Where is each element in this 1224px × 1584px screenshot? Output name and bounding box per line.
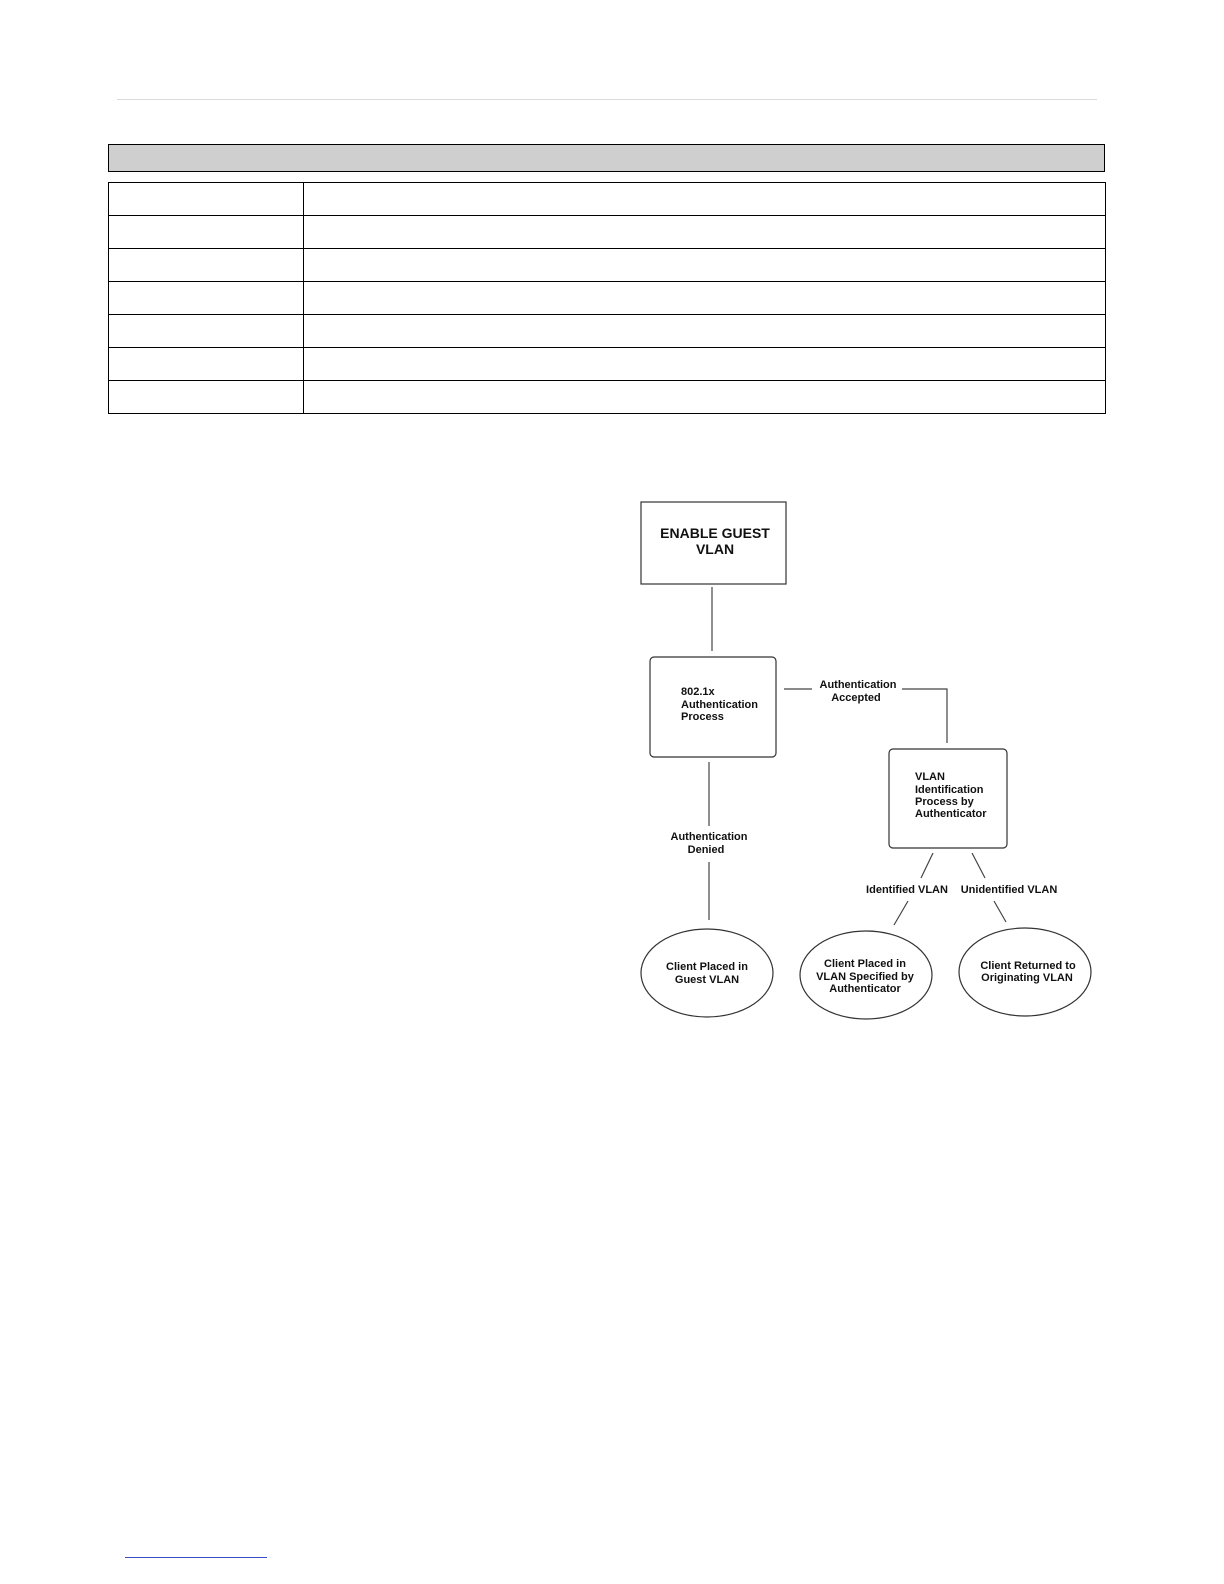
- connector-unidentified-bottom: [994, 901, 1006, 922]
- connector-unidentified-top: [972, 853, 985, 878]
- client-returned-vlan-line-1: Client Returned to: [980, 960, 1076, 972]
- unidentified-vlan-label: Unidentified VLAN: [960, 884, 1058, 896]
- connector-identified-top: [921, 853, 933, 878]
- auth-process-line-2: Authentication: [681, 699, 758, 711]
- client-specified-vlan-line-3: Authenticator: [829, 983, 901, 995]
- vlan-identification-line-2: Identification: [915, 784, 984, 796]
- vlan-identification-line-1: VLAN: [915, 771, 945, 783]
- client-guest-vlan-line-2: Guest VLAN: [674, 974, 740, 986]
- auth-denied-line-1: Authentication: [670, 831, 748, 843]
- client-specified-vlan-line-2: VLAN Specified by: [816, 971, 914, 983]
- auth-denied-line-2: Denied: [687, 844, 725, 856]
- auth-accepted-line-2: Accepted: [831, 692, 881, 704]
- client-specified-vlan-line-1: Client Placed in: [824, 958, 906, 970]
- footer-link-underline[interactable]: [125, 1557, 267, 1558]
- enable-guest-vlan-line-1: ENABLE GUEST: [660, 525, 770, 541]
- vlan-identification-line-4: Authenticator: [915, 808, 987, 820]
- auth-process-line-3: Process: [681, 711, 724, 723]
- client-returned-vlan-line-2: Originating VLAN: [981, 972, 1073, 984]
- connector-accepted-right: [902, 689, 947, 743]
- vlan-identification-line-3: Process by: [915, 796, 974, 808]
- connector-identified-bottom: [894, 901, 908, 925]
- auth-accepted-line-1: Authentication: [819, 679, 897, 691]
- identified-vlan-label: Identified VLAN: [866, 884, 948, 896]
- auth-process-line-1: 802.1x: [681, 686, 715, 698]
- client-guest-vlan-ellipse: [641, 929, 773, 1017]
- enable-guest-vlan-line-2: VLAN: [695, 541, 735, 557]
- client-guest-vlan-line-1: Client Placed in: [666, 961, 748, 973]
